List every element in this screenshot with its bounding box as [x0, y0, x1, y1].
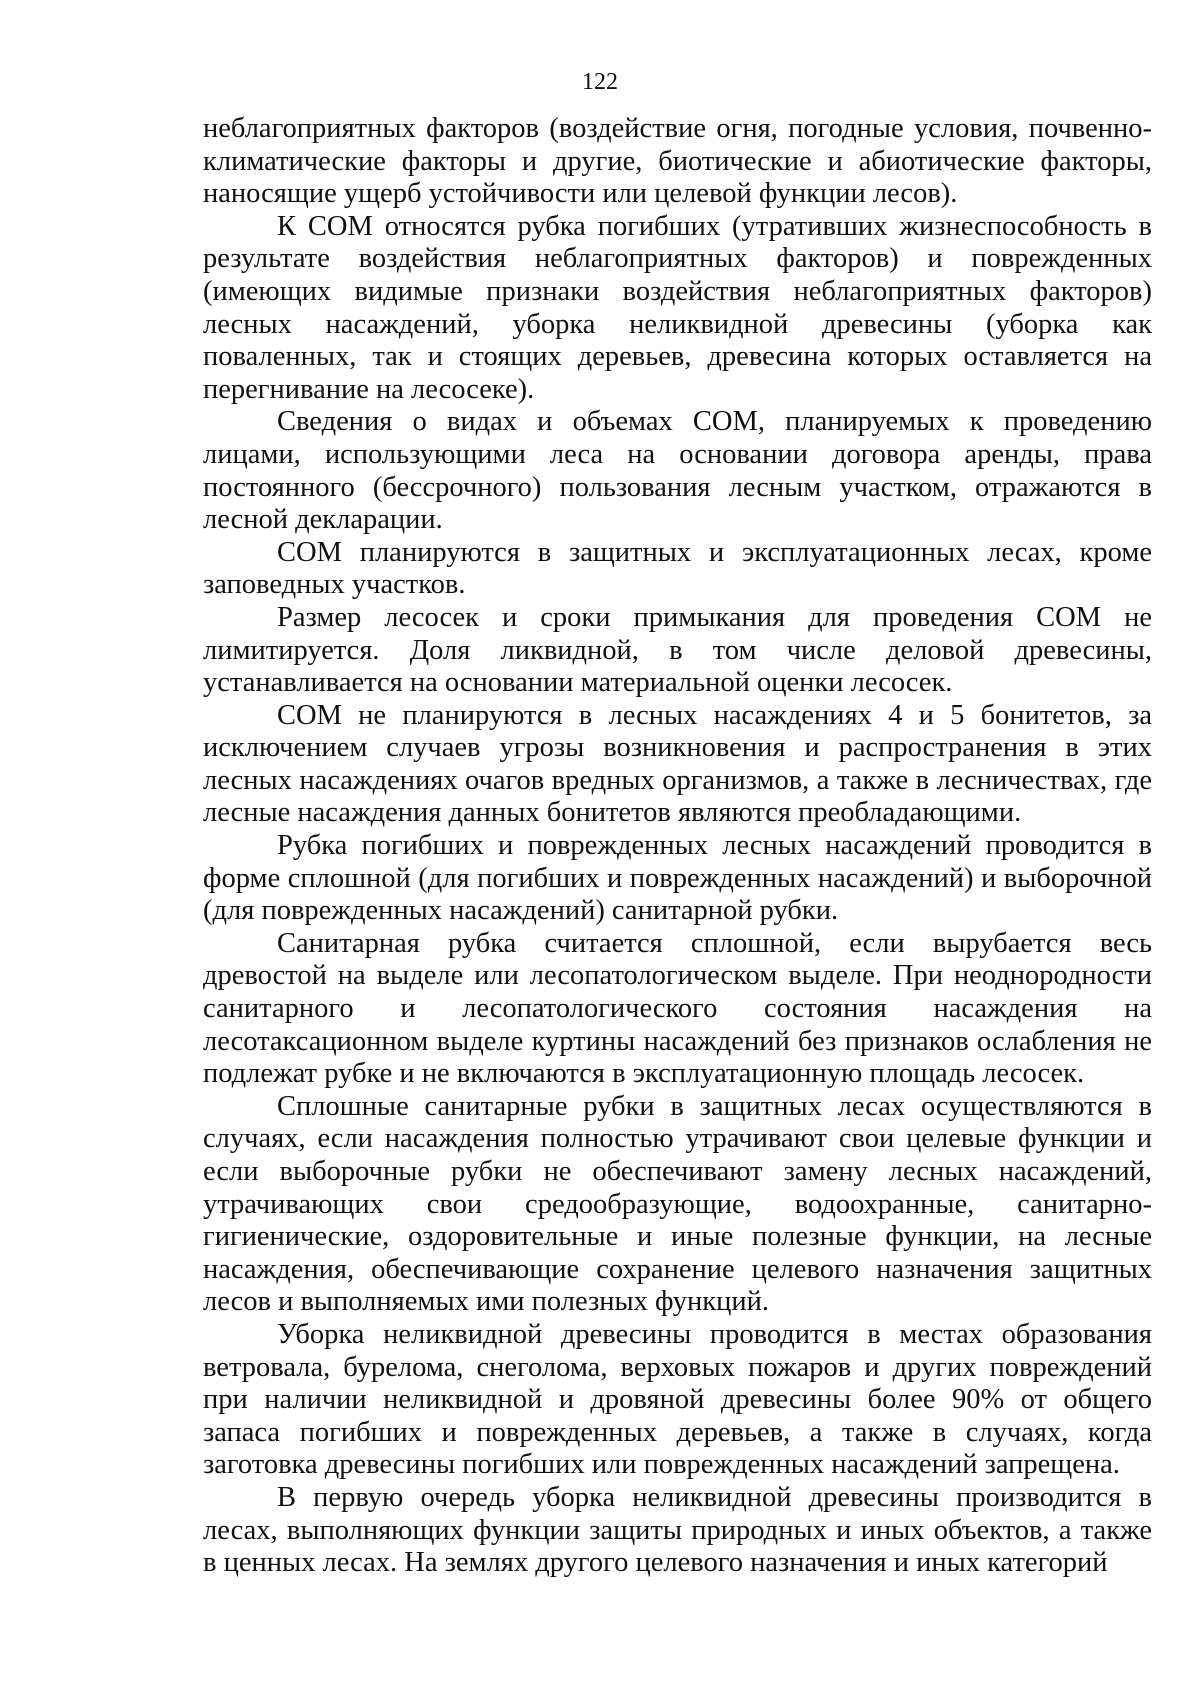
paragraph-bonitet-exception: СОМ не планируются в лесных насаждениях 4 и 5 бонитетов, за исключением случаев угрозы возникновения и распространения в этих лесных насаждениях очагов вредных организмов, а также в лесничествах, где лесные насаждения данных бонитетов являются преобладающими. [203, 699, 1152, 829]
paragraph-som-forests: СОМ планируются в защитных и эксплуатационных лесах, кроме заповедных участков. [203, 536, 1152, 601]
paragraph-cutting-area-size: Размер лесосек и сроки примыкания для проведения СОМ не лимитируется. Доля ликвидной, в том числе деловой древесины, устанавливается на основании материальной оценки лесосек. [203, 601, 1152, 699]
paragraph-priority-cleanup: В первую очередь уборка неликвидной древесины производится в лесах, выполняющих функции защиты природных и иных объектов, а также в ценных лесах. На землях другого целевого назначения и иных категорий [203, 1481, 1152, 1579]
paragraph-som-definition: К СОМ относятся рубка погибших (утративших жизнеспособность в результате воздействия неблагоприятных факторов) и поврежденных (имеющих видимые признаки воздействия неблагоприятных факторов) лесных насаждений, уборка неликвидной древесины (уборка как поваленных, так и стоящих деревьев, древесина которых оставляется на перегнивание на лесосеке). [203, 210, 1152, 405]
paragraph-illiquid-wood: Уборка неликвидной древесины проводится в местах образования ветровала, бурелома, снеголома, верховых пожаров и других повреждений при наличии неликвидной и дровяной древесины более 90% от общего запаса погибших и поврежденных деревьев, а также в случаях, когда заготовка древесины погибших или поврежденных насаждений запрещена. [203, 1318, 1152, 1481]
body-text [203, 113, 1152, 1580]
paragraph-continuation: неблагоприятных факторов (воздействие огня, погодные условия, почвенно-климатические факторы и другие, биотические и абиотические факторы, наносящие ущерб устойчивости или целевой функции лесов). [203, 113, 1152, 210]
paragraph-clear-sanitary-felling: Санитарная рубка считается сплошной, если вырубается весь древостой на выделе или лесопатологическом выделе. При неоднородности санитарного и лесопатологического состояния насаждения на лесотаксационном выделе куртины насаждений без признаков ослабления не подлежат рубке и не включаются в эксплуатационную площадь лесосек. [203, 927, 1152, 1090]
page-number: 122 [582, 69, 618, 95]
paragraph-som-declaration: Сведения о видах и объемах СОМ, планируемых к проведению лицами, использующими леса на основании договора аренды, права постоянного (бессрочного) пользования лесным участком, отражаются в лесной декларации. [203, 406, 1152, 536]
paragraph-felling-forms: Рубка погибших и поврежденных лесных насаждений проводится в форме сплошной (для погибших и поврежденных насаждений) и выборочной (для поврежденных насаждений) санитарной рубки. [203, 830, 1152, 927]
paragraph-protective-forests: Сплошные санитарные рубки в защитных лесах осуществляются в случаях, если насаждения полностью утрачивают свои целевые функции и если выборочные рубки не обеспечивают замену лесных насаждений, утрачивающих свои средообразующие, водоохранные, санитарно-гигиенические, оздоровительные и иные полезные функции, на лесные насаждения, обеспечивающие сохранение целевого назначения защитных лесов и выполняемых ими полезных функций. [203, 1090, 1152, 1318]
